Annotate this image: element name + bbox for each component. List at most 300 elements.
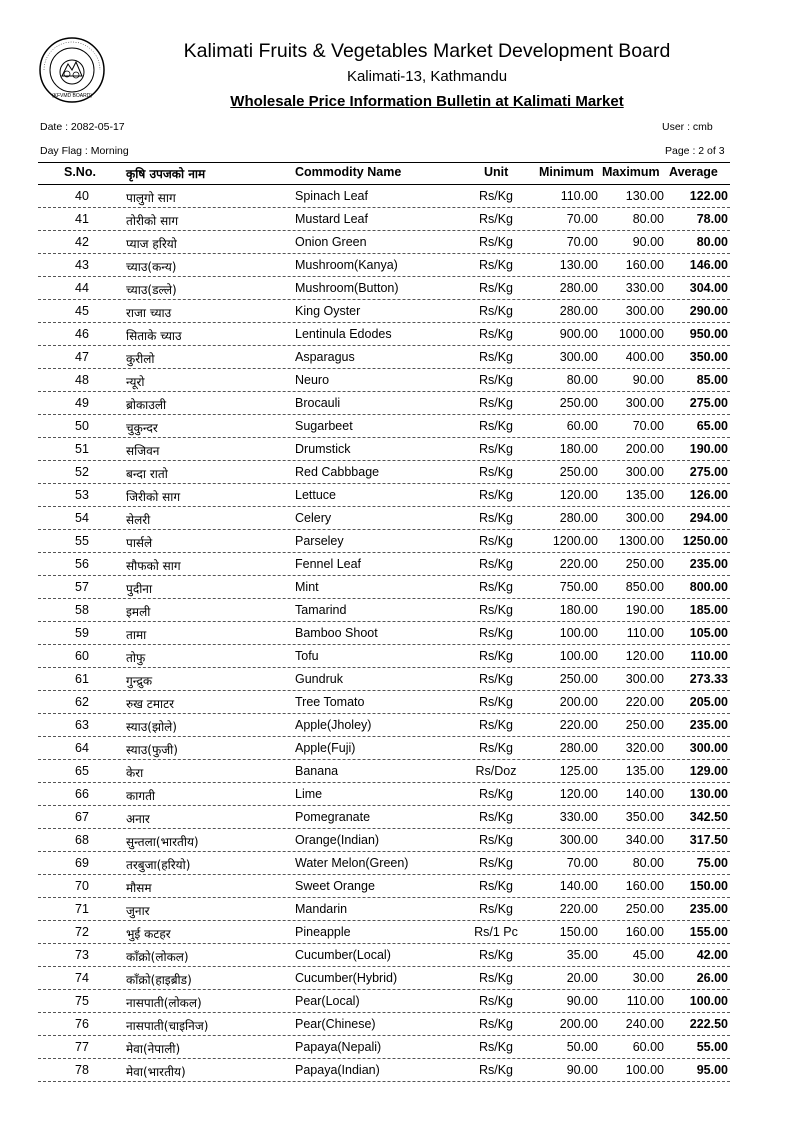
board-title: Kalimati Fruits & Vegetables Market Development Board (183, 40, 671, 62)
table-row (0, 300, 794, 323)
row-average: 275.00 (689, 396, 728, 410)
row-unit: Rs/Kg (478, 258, 514, 272)
row-minimum: 90.00 (566, 994, 598, 1008)
row-minimum: 900.00 (559, 327, 598, 341)
row-maximum: 320.00 (625, 741, 664, 755)
row-nepali-name: कुरीलो (126, 352, 155, 366)
row-sno: 57 (75, 580, 89, 594)
table-row (0, 714, 794, 737)
row-maximum: 90.00 (632, 373, 664, 387)
row-unit: Rs/Kg (478, 534, 514, 548)
row-average: 129.00 (689, 764, 728, 778)
row-average: 273.33 (689, 672, 728, 686)
table-row (0, 530, 794, 553)
row-minimum: 70.00 (566, 235, 598, 249)
row-commodity-name: Brocauli (295, 396, 341, 410)
row-unit: Rs/Kg (478, 879, 514, 893)
page-number: Page : 2 of 3 (665, 145, 725, 157)
row-sno: 67 (75, 810, 89, 824)
row-nepali-name: बन्दा रातो (126, 467, 168, 481)
row-minimum: 250.00 (559, 396, 598, 410)
row-sno: 74 (75, 971, 89, 985)
row-minimum: 180.00 (559, 442, 598, 456)
row-unit: Rs/Kg (478, 580, 514, 594)
row-commodity-name: Tofu (295, 649, 319, 663)
row-minimum: 200.00 (559, 1017, 598, 1031)
row-commodity-name: Tree Tomato (295, 695, 365, 709)
row-sno: 58 (75, 603, 89, 617)
header-top-rule (38, 162, 730, 163)
row-maximum: 240.00 (625, 1017, 664, 1031)
row-sno: 48 (75, 373, 89, 387)
row-unit: Rs/Kg (478, 741, 514, 755)
row-unit: Rs/Kg (478, 189, 514, 203)
row-maximum: 60.00 (632, 1040, 664, 1054)
row-unit: Rs/Kg (478, 948, 514, 962)
row-maximum: 135.00 (625, 764, 664, 778)
row-sno: 76 (75, 1017, 89, 1031)
row-minimum: 120.00 (559, 488, 598, 502)
row-minimum: 90.00 (566, 1063, 598, 1077)
row-minimum: 130.00 (559, 258, 598, 272)
row-minimum: 100.00 (559, 649, 598, 663)
row-nepali-name: इमली (126, 605, 151, 619)
row-maximum: 120.00 (625, 649, 664, 663)
row-unit: Rs/Kg (478, 327, 514, 341)
table-row (0, 668, 794, 691)
row-maximum: 160.00 (625, 258, 664, 272)
row-commodity-name: Lime (295, 787, 323, 801)
row-maximum: 190.00 (625, 603, 664, 617)
row-commodity-name: Pear(Chinese) (295, 1017, 376, 1031)
table-row (0, 415, 794, 438)
row-commodity-name: Pomegranate (295, 810, 371, 824)
row-maximum: 250.00 (625, 902, 664, 916)
row-unit: Rs/Kg (478, 603, 514, 617)
row-maximum: 1300.00 (618, 534, 664, 548)
row-maximum: 80.00 (632, 856, 664, 870)
row-nepali-name: पार्सले (126, 536, 153, 550)
row-unit: Rs/Kg (478, 902, 514, 916)
board-address: Kalimati-13, Kathmandu (346, 68, 508, 85)
row-commodity-name: Cucumber(Local) (295, 948, 391, 962)
row-maximum: 300.00 (625, 396, 664, 410)
row-minimum: 60.00 (566, 419, 598, 433)
row-unit: Rs/Kg (478, 1017, 514, 1031)
row-sno: 63 (75, 718, 89, 732)
row-unit: Rs/Kg (478, 787, 514, 801)
row-average: 100.00 (689, 994, 728, 1008)
row-average: 126.00 (689, 488, 728, 502)
row-unit: Rs/Kg (478, 304, 514, 318)
row-commodity-name: Lentinula Edodes (295, 327, 392, 341)
row-minimum: 180.00 (559, 603, 598, 617)
row-maximum: 300.00 (625, 304, 664, 318)
row-average: 85.00 (696, 373, 728, 387)
row-minimum: 300.00 (559, 350, 598, 364)
col-header-average: Average (669, 165, 718, 179)
row-commodity-name: Apple(Jholey) (295, 718, 372, 732)
table-row (0, 806, 794, 829)
table-row (0, 990, 794, 1013)
table-row (0, 737, 794, 760)
row-nepali-name: राजा च्याउ (126, 306, 172, 320)
col-header-nepali: कृषि उपजको नाम (126, 167, 206, 181)
col-header-minimum: Minimum (539, 165, 594, 179)
row-nepali-name: भुई कटहर (126, 927, 171, 941)
row-average: 42.00 (696, 948, 728, 962)
row-commodity-name: Mandarin (295, 902, 348, 916)
row-nepali-name: गुन्द्रुक (126, 674, 153, 688)
table-row (0, 277, 794, 300)
row-nepali-name: जिरीको साग (126, 490, 181, 504)
row-sno: 65 (75, 764, 89, 778)
row-commodity-name: Mushroom(Kanya) (295, 258, 398, 272)
row-sno: 69 (75, 856, 89, 870)
row-commodity-name: Water Melon(Green) (295, 856, 409, 870)
row-average: 80.00 (696, 235, 728, 249)
row-average: 350.00 (689, 350, 728, 364)
row-sno: 68 (75, 833, 89, 847)
row-sno: 77 (75, 1040, 89, 1054)
row-average: 65.00 (696, 419, 728, 433)
row-commodity-name: Red Cabbbage (295, 465, 380, 479)
row-maximum: 300.00 (625, 672, 664, 686)
row-sno: 71 (75, 902, 89, 916)
row-commodity-name: Mustard Leaf (295, 212, 368, 226)
row-maximum: 100.00 (625, 1063, 664, 1077)
row-maximum: 400.00 (625, 350, 664, 364)
row-minimum: 100.00 (559, 626, 598, 640)
row-minimum: 110.00 (560, 189, 598, 203)
svg-text:(KFVMD BOARD): (KFVMD BOARD) (52, 93, 92, 99)
table-row (0, 599, 794, 622)
row-commodity-name: Bamboo Shoot (295, 626, 378, 640)
row-nepali-name: काँक्रो(लोकल) (126, 950, 189, 964)
table-row (0, 346, 794, 369)
table-row (0, 921, 794, 944)
row-maximum: 850.00 (625, 580, 664, 594)
row-commodity-name: Apple(Fuji) (295, 741, 356, 755)
row-commodity-name: Cucumber(Hybrid) (295, 971, 398, 985)
row-average: 1250.00 (682, 534, 728, 548)
row-nepali-name: च्याउ(कन्य) (126, 260, 177, 274)
row-minimum: 1200.00 (552, 534, 598, 548)
row-average: 78.00 (696, 212, 728, 226)
row-average: 190.00 (689, 442, 728, 456)
row-minimum: 220.00 (559, 718, 598, 732)
row-maximum: 90.00 (632, 235, 664, 249)
table-row (0, 1013, 794, 1036)
row-nepali-name: पालुगो साग (126, 191, 176, 205)
table-row (0, 760, 794, 783)
table-row (0, 691, 794, 714)
row-sno: 73 (75, 948, 89, 962)
row-commodity-name: Lettuce (295, 488, 337, 502)
row-sno: 46 (75, 327, 89, 341)
row-nepali-name: सजिवन (126, 444, 160, 458)
row-commodity-name: Neuro (295, 373, 330, 387)
row-sno: 59 (75, 626, 89, 640)
row-unit: Rs/Kg (478, 626, 514, 640)
col-header-maximum: Maximum (602, 165, 660, 179)
row-average: 122.00 (689, 189, 728, 203)
row-average: 110.00 (690, 649, 728, 663)
row-sno: 49 (75, 396, 89, 410)
row-nepali-name: काँक्रो(हाइब्रीड) (126, 973, 192, 987)
row-maximum: 160.00 (625, 879, 664, 893)
table-row (0, 438, 794, 461)
row-nepali-name: जुनार (126, 904, 150, 918)
table-row (0, 1036, 794, 1059)
price-table (0, 185, 794, 1082)
row-nepali-name: कागती (126, 789, 156, 803)
table-row (0, 967, 794, 990)
row-average: 275.00 (689, 465, 728, 479)
row-maximum: 300.00 (625, 465, 664, 479)
row-unit: Rs/Kg (478, 488, 514, 502)
row-average: 317.50 (689, 833, 728, 847)
row-minimum: 70.00 (566, 212, 598, 226)
row-unit: Rs/Kg (478, 235, 514, 249)
row-sno: 50 (75, 419, 89, 433)
row-nepali-name: मेवा(नेपाली) (126, 1042, 181, 1056)
row-average: 26.00 (696, 971, 728, 985)
table-row (0, 898, 794, 921)
row-sno: 52 (75, 465, 89, 479)
row-unit: Rs/Kg (478, 465, 514, 479)
row-unit: Rs/Kg (478, 649, 514, 663)
row-commodity-name: Tamarind (295, 603, 347, 617)
row-average: 75.00 (696, 856, 728, 870)
row-nepali-name: ब्रोकाउली (126, 398, 167, 412)
row-nepali-name: तामा (126, 628, 147, 642)
row-unit: Rs/Kg (478, 557, 514, 571)
row-maximum: 250.00 (625, 557, 664, 571)
table-row (0, 461, 794, 484)
row-commodity-name: Banana (295, 764, 339, 778)
table-row (0, 852, 794, 875)
row-maximum: 220.00 (625, 695, 664, 709)
row-unit: Rs/Kg (478, 281, 514, 295)
table-row (0, 1059, 794, 1082)
row-nepali-name: तरबुजा(हरियो) (126, 858, 191, 872)
row-maximum: 250.00 (625, 718, 664, 732)
row-nepali-name: रुख टमाटर (126, 697, 175, 711)
row-unit: Rs/Kg (478, 856, 514, 870)
row-nepali-name: केरा (126, 766, 144, 780)
row-sno: 53 (75, 488, 89, 502)
row-maximum: 160.00 (625, 925, 664, 939)
table-row (0, 553, 794, 576)
row-sno: 64 (75, 741, 89, 755)
report-user: User : cmb (662, 121, 713, 133)
row-sno: 62 (75, 695, 89, 709)
row-average: 130.00 (689, 787, 728, 801)
row-nepali-name: सुन्तला(भारतीय) (126, 835, 199, 849)
row-minimum: 50.00 (566, 1040, 598, 1054)
row-commodity-name: Sugarbeet (295, 419, 353, 433)
row-sno: 61 (75, 672, 89, 686)
row-commodity-name: Drumstick (295, 442, 351, 456)
table-row (0, 645, 794, 668)
row-sno: 54 (75, 511, 89, 525)
row-average: 800.00 (689, 580, 728, 594)
row-average: 290.00 (689, 304, 728, 318)
table-row (0, 323, 794, 346)
row-nepali-name: पुदीना (126, 582, 153, 596)
row-unit: Rs/Kg (478, 396, 514, 410)
row-minimum: 35.00 (566, 948, 598, 962)
row-minimum: 220.00 (559, 557, 598, 571)
table-row (0, 622, 794, 645)
row-minimum: 280.00 (559, 741, 598, 755)
row-nepali-name: तोरीको साग (126, 214, 179, 228)
row-sno: 42 (75, 235, 89, 249)
row-average: 342.50 (689, 810, 728, 824)
row-unit: Rs/Kg (478, 511, 514, 525)
row-nepali-name: नासपाती(लोकल) (126, 996, 202, 1010)
row-sno: 70 (75, 879, 89, 893)
table-row (0, 875, 794, 898)
row-commodity-name: Sweet Orange (295, 879, 375, 893)
row-commodity-name: King Oyster (295, 304, 361, 318)
row-average: 304.00 (689, 281, 728, 295)
row-minimum: 20.00 (566, 971, 598, 985)
row-average: 950.00 (689, 327, 728, 341)
row-nepali-name: अनार (126, 812, 150, 826)
row-commodity-name: Fennel Leaf (295, 557, 362, 571)
row-minimum: 140.00 (559, 879, 598, 893)
row-nepali-name: स्याउ(फुजी) (126, 743, 178, 757)
row-sno: 78 (75, 1063, 89, 1077)
row-commodity-name: Mint (295, 580, 319, 594)
row-nepali-name: न्यूरो (126, 375, 145, 389)
table-row (0, 783, 794, 806)
row-minimum: 280.00 (559, 304, 598, 318)
row-nepali-name: सौफको साग (126, 559, 181, 573)
row-unit: Rs/Doz (475, 764, 517, 778)
row-maximum: 110.00 (626, 994, 664, 1008)
table-row (0, 231, 794, 254)
row-minimum: 250.00 (559, 672, 598, 686)
row-average: 185.00 (689, 603, 728, 617)
table-row (0, 576, 794, 599)
table-row (0, 369, 794, 392)
row-average: 146.00 (689, 258, 728, 272)
row-unit: Rs/Kg (478, 419, 514, 433)
row-nepali-name: स्याउ(झोले) (126, 720, 177, 734)
row-unit: Rs/Kg (478, 994, 514, 1008)
day-flag: Day Flag : Morning (40, 145, 129, 157)
row-maximum: 1000.00 (618, 327, 664, 341)
row-average: 105.00 (689, 626, 728, 640)
row-average: 95.00 (696, 1063, 728, 1077)
row-unit: Rs/Kg (478, 350, 514, 364)
row-commodity-name: Asparagus (295, 350, 355, 364)
row-unit: Rs/1 Pc (474, 925, 518, 939)
row-commodity-name: Pineapple (295, 925, 351, 939)
row-minimum: 750.00 (559, 580, 598, 594)
row-sno: 41 (75, 212, 89, 226)
col-header-commodity: Commodity Name (295, 165, 402, 179)
row-minimum: 150.00 (559, 925, 598, 939)
row-nepali-name: च्याउ(डल्ले) (126, 283, 177, 297)
table-row (0, 208, 794, 231)
row-unit: Rs/Kg (478, 810, 514, 824)
row-commodity-name: Orange(Indian) (295, 833, 380, 847)
row-average: 55.00 (696, 1040, 728, 1054)
row-average: 294.00 (689, 511, 728, 525)
table-row (0, 392, 794, 415)
row-minimum: 250.00 (559, 465, 598, 479)
row-minimum: 120.00 (559, 787, 598, 801)
row-minimum: 125.00 (559, 764, 598, 778)
row-maximum: 340.00 (625, 833, 664, 847)
row-nepali-name: मेवा(भारतीय) (126, 1065, 186, 1079)
row-sno: 43 (75, 258, 89, 272)
row-maximum: 130.00 (625, 189, 664, 203)
row-sno: 45 (75, 304, 89, 318)
row-maximum: 300.00 (625, 511, 664, 525)
col-header-sno: S.No. (64, 165, 96, 179)
row-sno: 60 (75, 649, 89, 663)
row-nepali-name: सेलरी (126, 513, 151, 527)
row-commodity-name: Papaya(Nepali) (295, 1040, 382, 1054)
row-unit: Rs/Kg (478, 212, 514, 226)
row-nepali-name: तोफु (126, 651, 146, 665)
row-unit: Rs/Kg (478, 718, 514, 732)
report-date: Date : 2082-05-17 (40, 121, 125, 133)
row-commodity-name: Mushroom(Button) (295, 281, 399, 295)
row-commodity-name: Papaya(Indian) (295, 1063, 380, 1077)
row-maximum: 80.00 (632, 212, 664, 226)
row-unit: Rs/Kg (478, 695, 514, 709)
row-maximum: 70.00 (632, 419, 664, 433)
table-row (0, 185, 794, 208)
row-maximum: 110.00 (626, 626, 664, 640)
table-row (0, 507, 794, 530)
row-nepali-name: प्याज हरियो (126, 237, 177, 251)
row-unit: Rs/Kg (478, 1063, 514, 1077)
row-unit: Rs/Kg (478, 1040, 514, 1054)
row-minimum: 280.00 (559, 511, 598, 525)
table-row (0, 254, 794, 277)
row-minimum: 300.00 (559, 833, 598, 847)
row-maximum: 330.00 (625, 281, 664, 295)
row-sno: 56 (75, 557, 89, 571)
row-commodity-name: Parseley (295, 534, 344, 548)
col-header-unit: Unit (484, 165, 509, 179)
row-unit: Rs/Kg (478, 373, 514, 387)
row-commodity-name: Spinach Leaf (295, 189, 368, 203)
row-average: 300.00 (689, 741, 728, 755)
row-nepali-name: सिताके च्याउ (126, 329, 182, 343)
row-unit: Rs/Kg (478, 672, 514, 686)
row-maximum: 350.00 (625, 810, 664, 824)
table-row (0, 829, 794, 852)
row-unit: Rs/Kg (478, 442, 514, 456)
row-commodity-name: Onion Green (295, 235, 367, 249)
row-minimum: 330.00 (559, 810, 598, 824)
row-commodity-name: Gundruk (295, 672, 343, 686)
row-average: 235.00 (689, 718, 728, 732)
row-sno: 55 (75, 534, 89, 548)
row-average: 222.50 (689, 1017, 728, 1031)
table-row (0, 944, 794, 967)
row-average: 155.00 (689, 925, 728, 939)
row-sno: 47 (75, 350, 89, 364)
